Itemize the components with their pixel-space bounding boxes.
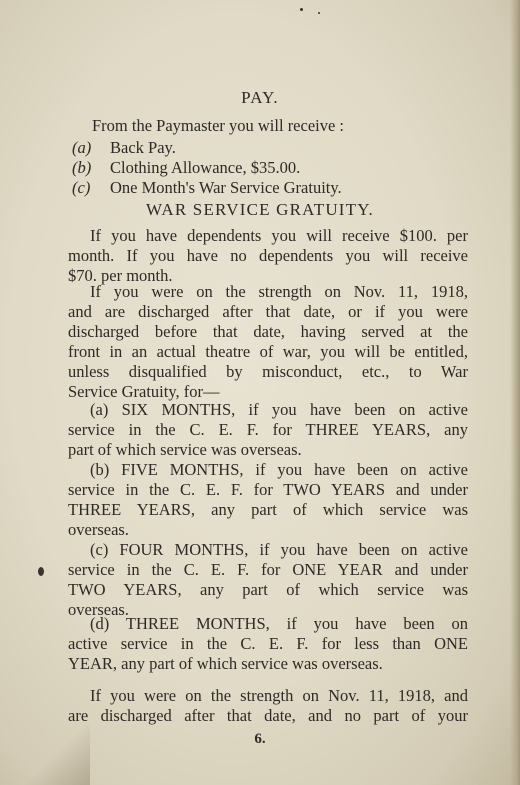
- body-line: Service Gratuity, for—: [68, 382, 220, 401]
- body-line: discharged before that date, having served at the: [68, 322, 468, 341]
- item-text: Back Pay.: [110, 138, 176, 157]
- body-line: service in the C. E. F. for ONE YEAR and under: [68, 560, 468, 579]
- body-line: overseas.: [68, 520, 129, 539]
- gratuity-heading: WAR SERVICE GRATUITY.: [145, 200, 374, 219]
- item-text: One Month's War Service Gratuity.: [110, 178, 342, 197]
- item-marker: (a): [72, 138, 92, 157]
- body-line: (a) SIX MONTHS, if you have been on active: [90, 400, 468, 419]
- pay-heading: PAY.: [241, 88, 279, 107]
- body-line: service in the C. E. F. for TWO YEARS and under: [68, 480, 468, 499]
- body-line: (c) FOUR MONTHS, if you have been on active: [90, 540, 468, 559]
- body-line: THREE YEARS, any part of which service was: [68, 500, 468, 519]
- pay-item-b: [72, 158, 300, 178]
- page-edge-shadow: [510, 0, 520, 785]
- item-text: Clothing Allowance, $35.00.: [110, 158, 301, 177]
- ink-speck: [318, 12, 320, 14]
- body-line: If you were on the strength on Nov. 11, 1918,: [90, 282, 468, 301]
- body-line: and are discharged after that date, or if you were: [68, 302, 468, 321]
- item-marker: (b): [72, 158, 92, 177]
- ink-speck: [300, 8, 303, 11]
- body-line: TWO YEARS, any part of which service was: [68, 580, 468, 599]
- page-number: 6.: [254, 731, 266, 747]
- pay-item-a: [72, 138, 176, 158]
- body-line: If you have dependents you will receive $100. per: [90, 226, 468, 245]
- body-line: are discharged after that date, and no part of your: [68, 706, 468, 725]
- body-line: active service in the C. E. F. for less than ONE: [68, 634, 468, 653]
- body-line: $70. per month.: [68, 266, 173, 285]
- ink-speck: [38, 567, 44, 576]
- body-line: unless disqualified by misconduct, etc., to War: [68, 362, 468, 381]
- body-line: If you were on the strength on Nov. 11, 1918, and: [90, 686, 468, 705]
- body-line: month. If you have no dependents you will receive: [68, 246, 468, 265]
- body-line: front in an actual theatre of war, you will be entitled,: [68, 342, 468, 361]
- pay-item-c: [72, 178, 342, 198]
- body-line: (d) THREE MONTHS, if you have been on: [90, 614, 468, 633]
- pay-intro: From the Paymaster you will receive :: [92, 116, 345, 135]
- body-line: part of which service was overseas.: [68, 440, 302, 459]
- body-line: YEAR, any part of which service was overseas.: [68, 654, 383, 673]
- body-line: service in the C. E. F. for THREE YEARS, any: [68, 420, 468, 439]
- item-marker: (c): [72, 178, 91, 197]
- body-line: overseas.: [68, 600, 129, 619]
- body-line: (b) FIVE MONTHS, if you have been on active: [90, 460, 468, 479]
